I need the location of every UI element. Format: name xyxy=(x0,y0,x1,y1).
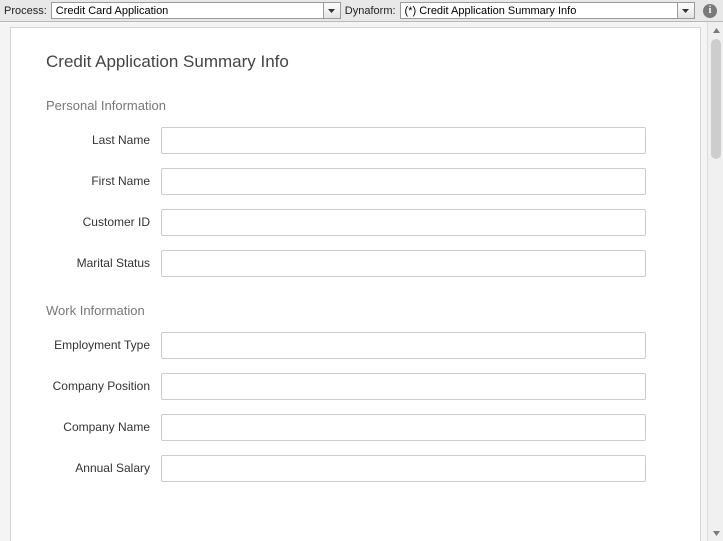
field-label-first-name: First Name xyxy=(91,174,150,188)
field-row-employment-type xyxy=(41,332,670,359)
chevron-up-icon xyxy=(713,28,720,33)
top-toolbar xyxy=(0,0,723,22)
process-select-value: Credit Card Application xyxy=(55,4,169,17)
field-label-last-name: Last Name xyxy=(91,133,150,147)
chevron-down-icon[interactable] xyxy=(323,3,340,18)
field-row-last-name xyxy=(41,127,670,154)
field-label-company-position: Company Position xyxy=(52,379,150,393)
scroll-up-button[interactable] xyxy=(708,22,723,38)
field-row-customer-id xyxy=(41,209,670,236)
field-label-annual-salary: Annual Salary xyxy=(75,461,150,475)
field-row-company-name xyxy=(41,414,670,441)
field-row-company-position xyxy=(41,373,670,400)
section-title-personal-information: Personal Information xyxy=(46,98,166,113)
content-area xyxy=(0,22,723,541)
field-label-customer-id: Customer ID xyxy=(82,215,150,229)
field-row-annual-salary xyxy=(41,455,670,482)
vertical-scrollbar[interactable] xyxy=(707,22,723,541)
employment-type-input[interactable] xyxy=(161,332,646,359)
company-name-input[interactable] xyxy=(161,414,646,441)
process-select[interactable] xyxy=(51,2,341,19)
dynaform-label: Dynaform: xyxy=(344,4,396,17)
last-name-input[interactable] xyxy=(161,127,646,154)
section-title-work-information: Work Information xyxy=(46,303,145,318)
dynaform-select-value: (*) Credit Application Summary Info xyxy=(404,4,577,17)
chevron-down-icon xyxy=(713,531,720,536)
field-row-first-name xyxy=(41,168,670,195)
field-row-marital-status xyxy=(41,250,670,277)
field-label-employment-type: Employment Type xyxy=(54,338,150,352)
company-position-input[interactable] xyxy=(161,373,646,400)
page-title: Credit Application Summary Info xyxy=(46,52,289,71)
field-label-company-name: Company Name xyxy=(63,420,150,434)
customer-id-input[interactable] xyxy=(161,209,646,236)
field-label-marital-status: Marital Status xyxy=(76,256,150,270)
first-name-input[interactable] xyxy=(161,168,646,195)
info-icon[interactable]: i xyxy=(703,4,717,18)
scrollbar-thumb[interactable] xyxy=(711,39,721,159)
dynaform-select[interactable] xyxy=(400,2,695,19)
marital-status-input[interactable] xyxy=(161,250,646,277)
annual-salary-input[interactable] xyxy=(161,455,646,482)
scroll-down-button[interactable] xyxy=(708,525,723,541)
process-label: Process: xyxy=(4,4,47,17)
dynaform-panel xyxy=(10,27,701,541)
chevron-down-icon[interactable] xyxy=(677,3,694,18)
